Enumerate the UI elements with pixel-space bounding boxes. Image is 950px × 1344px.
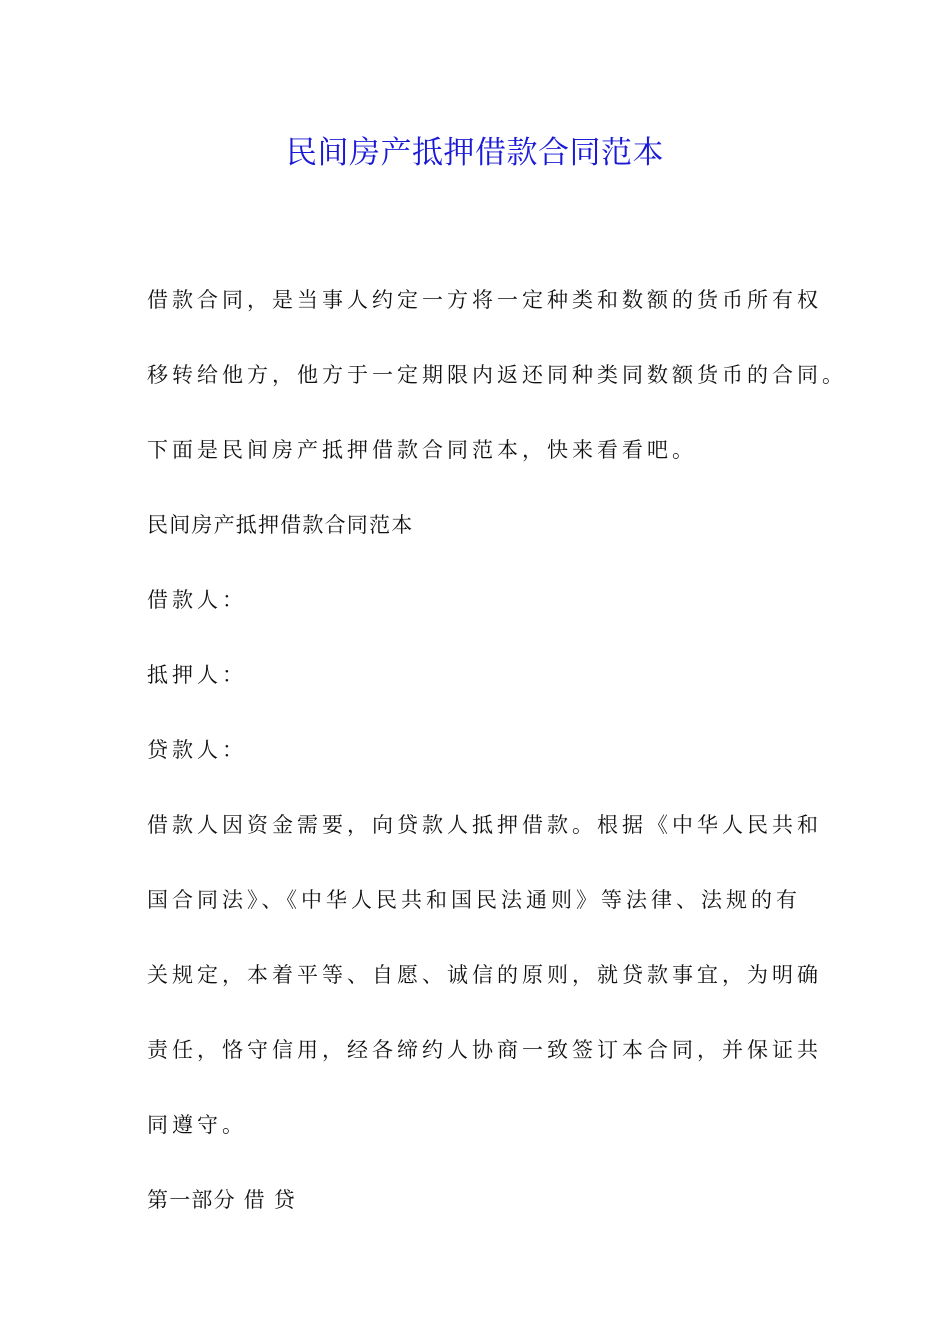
body-line: 移转给他方，他方于一定期限内返还同种类同数额货币的合同。 <box>147 363 847 387</box>
body-line: 下面是民间房产抵押借款合同范本，快来看看吧。 <box>147 438 697 462</box>
section-heading: 民间房产抵押借款合同范本 <box>147 513 414 537</box>
body-line: 国合同法》、《中华人民共和国民法通则》等法律、法规的有 <box>147 888 801 912</box>
body-line: 同遵守。 <box>147 1113 247 1137</box>
mortgagor-label: 抵押人： <box>147 663 247 687</box>
body-line: 责任，恪守信用，经各缔约人协商一致签订本合同，并保证共 <box>147 1038 822 1062</box>
body-line: 关规定，本着平等、自愿、诚信的原则，就贷款事宜，为明确 <box>147 963 822 987</box>
document-title: 民间房产抵押借款合同范本 <box>286 135 664 171</box>
part-one-heading: 第一部分 借 贷 <box>147 1188 296 1212</box>
borrower-label: 借款人： <box>147 588 247 612</box>
document-body <box>147 263 847 1238</box>
lender-label: 贷款人： <box>147 738 247 762</box>
body-line: 借款人因资金需要，向贷款人抵押借款。根据《中华人民共和 <box>147 813 822 837</box>
body-line: 借款合同，是当事人约定一方将一定种类和数额的货币所有权 <box>147 288 822 312</box>
